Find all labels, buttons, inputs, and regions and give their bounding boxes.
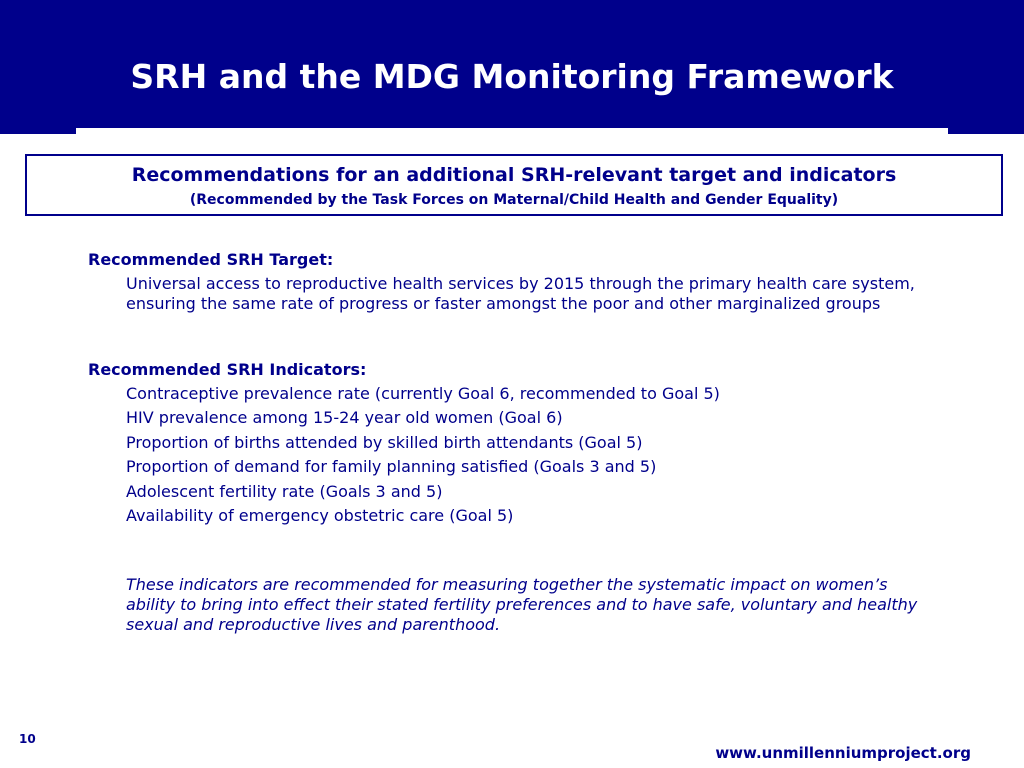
indicator-list xyxy=(126,382,720,528)
header-divider xyxy=(76,128,948,136)
indicator-item: Proportion of births attended by skilled birth attendants (Goal 5) xyxy=(126,432,643,452)
target-text: Universal access to reproductive health services by 2015 through the primary health care system, ensuring the same rate of progress or faster amongst the poor and other marginalized groups xyxy=(126,274,915,313)
website-url: www.unmillenniumproject.org xyxy=(715,744,971,762)
indicators-heading: Recommended SRH Indicators: xyxy=(88,360,367,379)
page-number: 10 xyxy=(19,732,36,746)
recommendations-box xyxy=(25,154,1003,216)
recommendations-subheading: (Recommended by the Task Forces on Maternal/Child Health and Gender Equality) xyxy=(189,192,839,208)
indicator-item: Contraceptive prevalence rate (currently Goal 6, recommended to Goal 5) xyxy=(126,384,720,403)
indicator-item: HIV prevalence among 15-24 year old women (Goal 6) xyxy=(126,408,563,428)
recommendations-heading: Recommendations for an additional SRH-relevant target and indicators xyxy=(131,164,897,186)
slide-title: SRH and the MDG Monitoring Framework xyxy=(130,57,894,96)
indicator-item: Proportion of demand for family planning satisfied (Goals 3 and 5) xyxy=(126,457,657,477)
indicator-item: Availability of emergency obstetric care (Goal 5) xyxy=(126,506,514,526)
indicators-note: These indicators are recommended for measuring together the systematic impact on women’s ability to bring into effect their stated fertility preferences and to have safe, voluntary and healthy sexual and reproductive lives and parenthood. xyxy=(126,575,918,634)
target-heading: Recommended SRH Target: xyxy=(88,250,334,269)
indicator-item: Adolescent fertility rate (Goals 3 and 5) xyxy=(126,481,443,501)
